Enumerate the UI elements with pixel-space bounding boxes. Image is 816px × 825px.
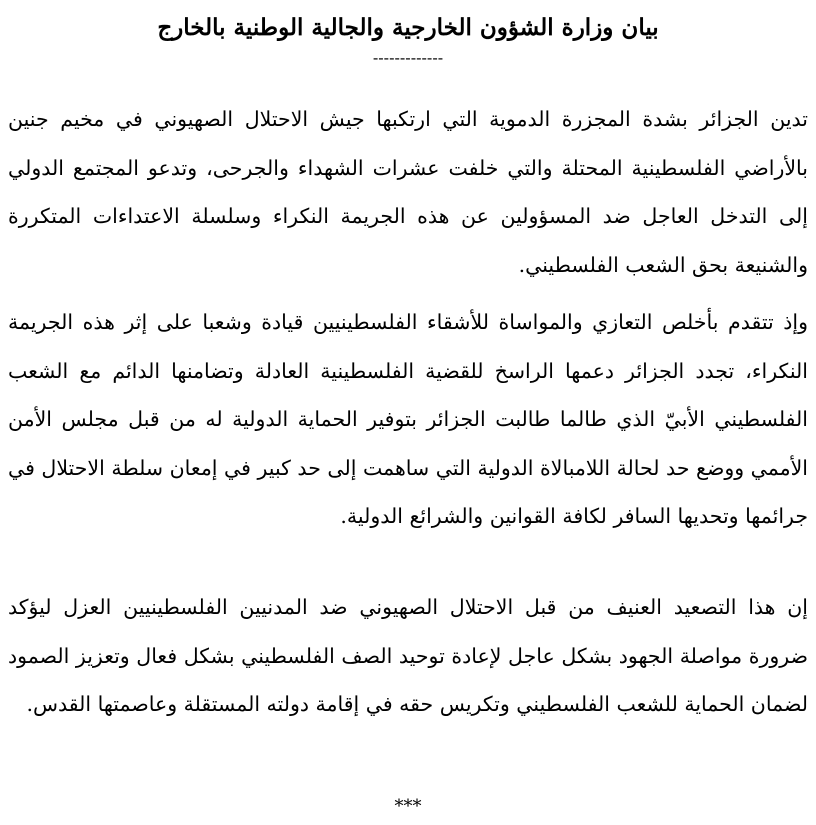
paragraph-condemnation: تدين الجزائر بشدة المجزرة الدموية التي ارتكبها جيش الاحتلال الصهيوني في مخيم جنين بالأراضي الفلسطينية المحتلة والتي خلفت عشرات الشهداء والجرحى، وتدعو المجتمع الدولي إلى التدخل العاجل ضد المسؤولين عن هذه الجريمة النكراء وسلسلة الاعتداءات المتكررة والشنيعة بحق الشعب الفلسطيني.	[8, 107, 808, 277]
statement-title: بيان وزارة الشؤون الخارجية والجالية الوطنية بالخارج	[157, 14, 659, 41]
paragraph-condolences: وإذ تتقدم بأخلص التعازي والمواساة للأشقاء الفلسطينيين قيادة وشعبا على إثر هذه الجريمة النكراء، تجدد الجزائر دعمها الراسخ للقضية الفلسطينية العادلة وتضامنها الدائم مع الشعب الفلسطيني الأبيّ الذي طالما طالبت الجزائر بتوفير الحماية الدولية له من قبل مجلس الأمن الأممي ووضع حد لحالة اللامبالاة الدولية التي ساهمت إلى حد كبير في إمعان سلطة الاحتلال في جرائمها وتحديها السافر لكافة القوانين والشرائع الدولية.	[8, 310, 808, 528]
title-separator: -------------	[372, 48, 444, 67]
paragraph-escalation: إن هذا التصعيد العنيف من قبل الاحتلال الصهيوني ضد المدنيين الفلسطينيين العزل ليؤكد ضرورة مواصلة الجهود بشكل عاجل لإعادة توحيد الصف الفلسطيني بشكل فعال وتعزيز الصمود لضمان الحماية للشعب الفلسطيني وتكريس حقه في إقامة دولته المستقلة وعاصمتها القدس.	[8, 595, 808, 716]
closing-asterisks: ***	[394, 796, 422, 817]
